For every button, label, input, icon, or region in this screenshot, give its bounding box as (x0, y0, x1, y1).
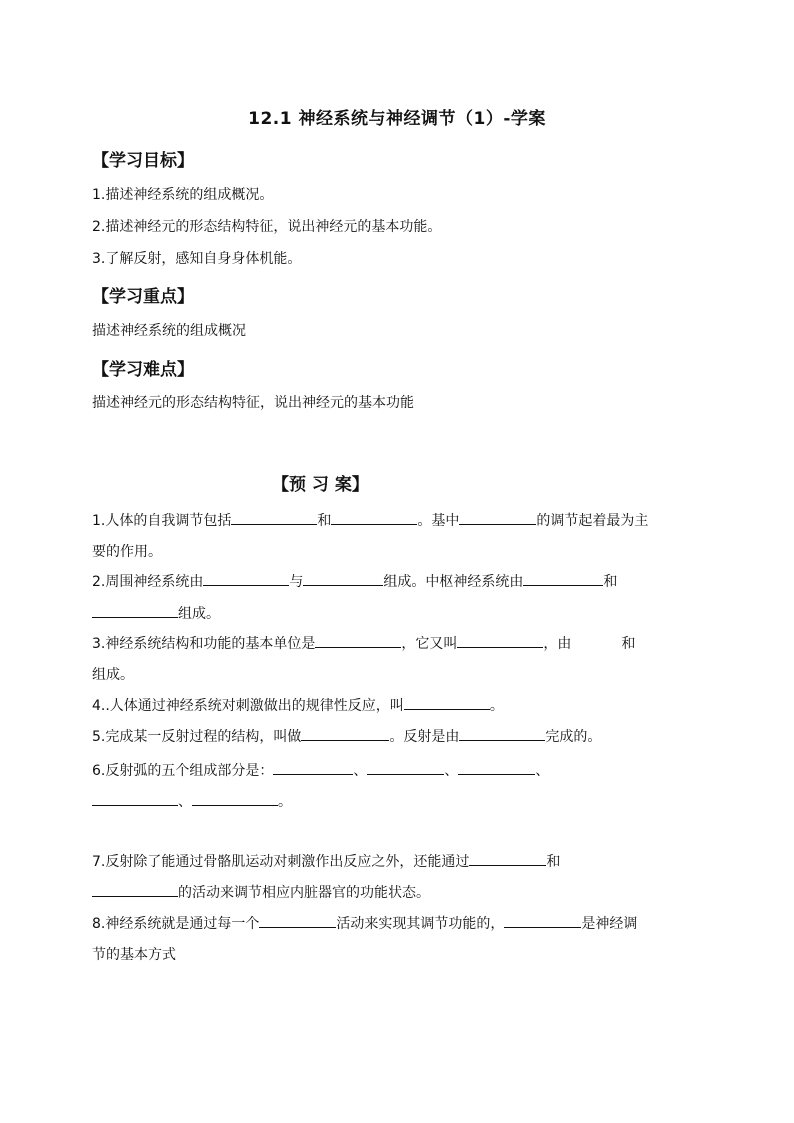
answer-blank[interactable] (231, 510, 317, 525)
answer-blank[interactable] (458, 760, 535, 775)
answer-blank[interactable] (331, 510, 417, 525)
question-1-line-2: 要的作用。 (92, 544, 162, 560)
question-6-text: 6.反射弧的五个组成部分是： (92, 763, 274, 779)
difficulty-heading: 【学习难点】 (92, 360, 194, 380)
question-2-text: 和 (603, 574, 618, 590)
question-3-text: 和 (621, 636, 636, 652)
answer-blank[interactable] (192, 791, 278, 806)
question-4-text: 4..人体通过神经系统对刺激做出的规律性反应，叫 (92, 698, 404, 714)
objective-item-1: 1.描述神经系统的组成概况。 (92, 187, 274, 203)
answer-blank[interactable] (469, 851, 546, 866)
answer-blank[interactable] (367, 760, 444, 775)
answer-blank[interactable] (459, 510, 536, 525)
answer-blank[interactable] (523, 571, 603, 586)
question-3-line-2: 组成。 (92, 667, 134, 683)
question-3-text: ，由 (543, 636, 572, 652)
question-7-line-2 (92, 882, 430, 902)
answer-blank[interactable] (457, 633, 543, 648)
difficulty-text: 描述神经元的形态结构特征，说出神经元的基本功能 (92, 395, 414, 411)
answer-blank[interactable] (203, 571, 289, 586)
answer-blank[interactable] (92, 603, 178, 618)
question-6-text: 、 (535, 763, 550, 779)
question-2-text: 2.周围神经系统由 (92, 574, 204, 590)
question-8-text: 活动来实现其调节功能的， (336, 916, 505, 932)
question-8-text: 8.神经系统就是通过每一个 (92, 916, 260, 932)
question-5-text: 。反射是由 (389, 729, 460, 745)
question-4-line (92, 695, 504, 715)
question-1-line-1 (92, 510, 648, 530)
question-7-line-1 (92, 851, 560, 871)
question-2-text: 组成。中枢神经系统由 (383, 574, 524, 590)
answer-blank[interactable] (92, 882, 178, 897)
question-1-text: 。基中 (417, 513, 460, 529)
answer-blank[interactable] (259, 913, 336, 928)
question-7-text: 7.反射除了能通过骨骼肌运动对刺激作出反应之外，还能通过 (92, 854, 470, 870)
question-8-line-1 (92, 913, 637, 933)
question-6-line-1 (92, 760, 549, 780)
question-3-text: ，它又叫 (401, 636, 458, 652)
question-6-text: 、 (353, 763, 368, 779)
objective-item-3: 3.了解反射，感知自身身体机能。 (92, 251, 302, 267)
question-6-text: 、 (178, 794, 192, 810)
answer-blank[interactable] (303, 571, 383, 586)
objectives-heading: 【学习目标】 (92, 151, 194, 171)
question-1-text: 的调节起着最为主 (536, 513, 649, 529)
answer-blank[interactable] (504, 913, 581, 928)
question-3-line-1 (92, 633, 635, 653)
focus-text: 描述神经系统的组成概况 (92, 323, 246, 339)
question-5-text: 5.完成某一反射过程的结构，叫做 (92, 729, 302, 745)
question-6-text: 。 (278, 794, 292, 810)
answer-blank[interactable] (459, 726, 545, 741)
answer-blank[interactable] (315, 633, 401, 648)
answer-blank[interactable] (92, 791, 178, 806)
objective-item-2: 2.描述神经元的形态结构特征，说出神经元的基本功能。 (92, 219, 442, 235)
question-2-text: 与 (289, 574, 304, 590)
question-5-line (92, 726, 601, 746)
answer-blank[interactable] (301, 726, 389, 741)
question-7-text: 的活动来调节相应内脏器官的功能状态。 (178, 885, 430, 901)
question-1-text: 和 (317, 513, 332, 529)
question-4-text: 。 (489, 698, 504, 714)
page-title: 12.1 神经系统与神经调节（1）-学案 (248, 109, 546, 129)
question-6-line-2 (92, 791, 292, 811)
question-5-text: 完成的。 (545, 729, 602, 745)
question-2-line-1 (92, 571, 617, 591)
preview-heading: 【预 习 案】 (272, 475, 369, 495)
focus-heading: 【学习重点】 (92, 287, 194, 307)
question-3-text: 3.神经系统结构和功能的基本单位是 (92, 636, 316, 652)
question-2-line-2 (92, 603, 220, 623)
question-6-text: 、 (444, 763, 459, 779)
answer-blank[interactable] (404, 695, 490, 710)
answer-blank[interactable] (273, 760, 353, 775)
question-7-text: 和 (546, 854, 561, 870)
question-8-text: 是神经调 (581, 916, 638, 932)
question-1-text: 1.人体的自我调节包括 (92, 513, 232, 529)
question-2-text: 组成。 (178, 606, 220, 622)
question-8-line-2: 节的基本方式 (92, 947, 176, 963)
